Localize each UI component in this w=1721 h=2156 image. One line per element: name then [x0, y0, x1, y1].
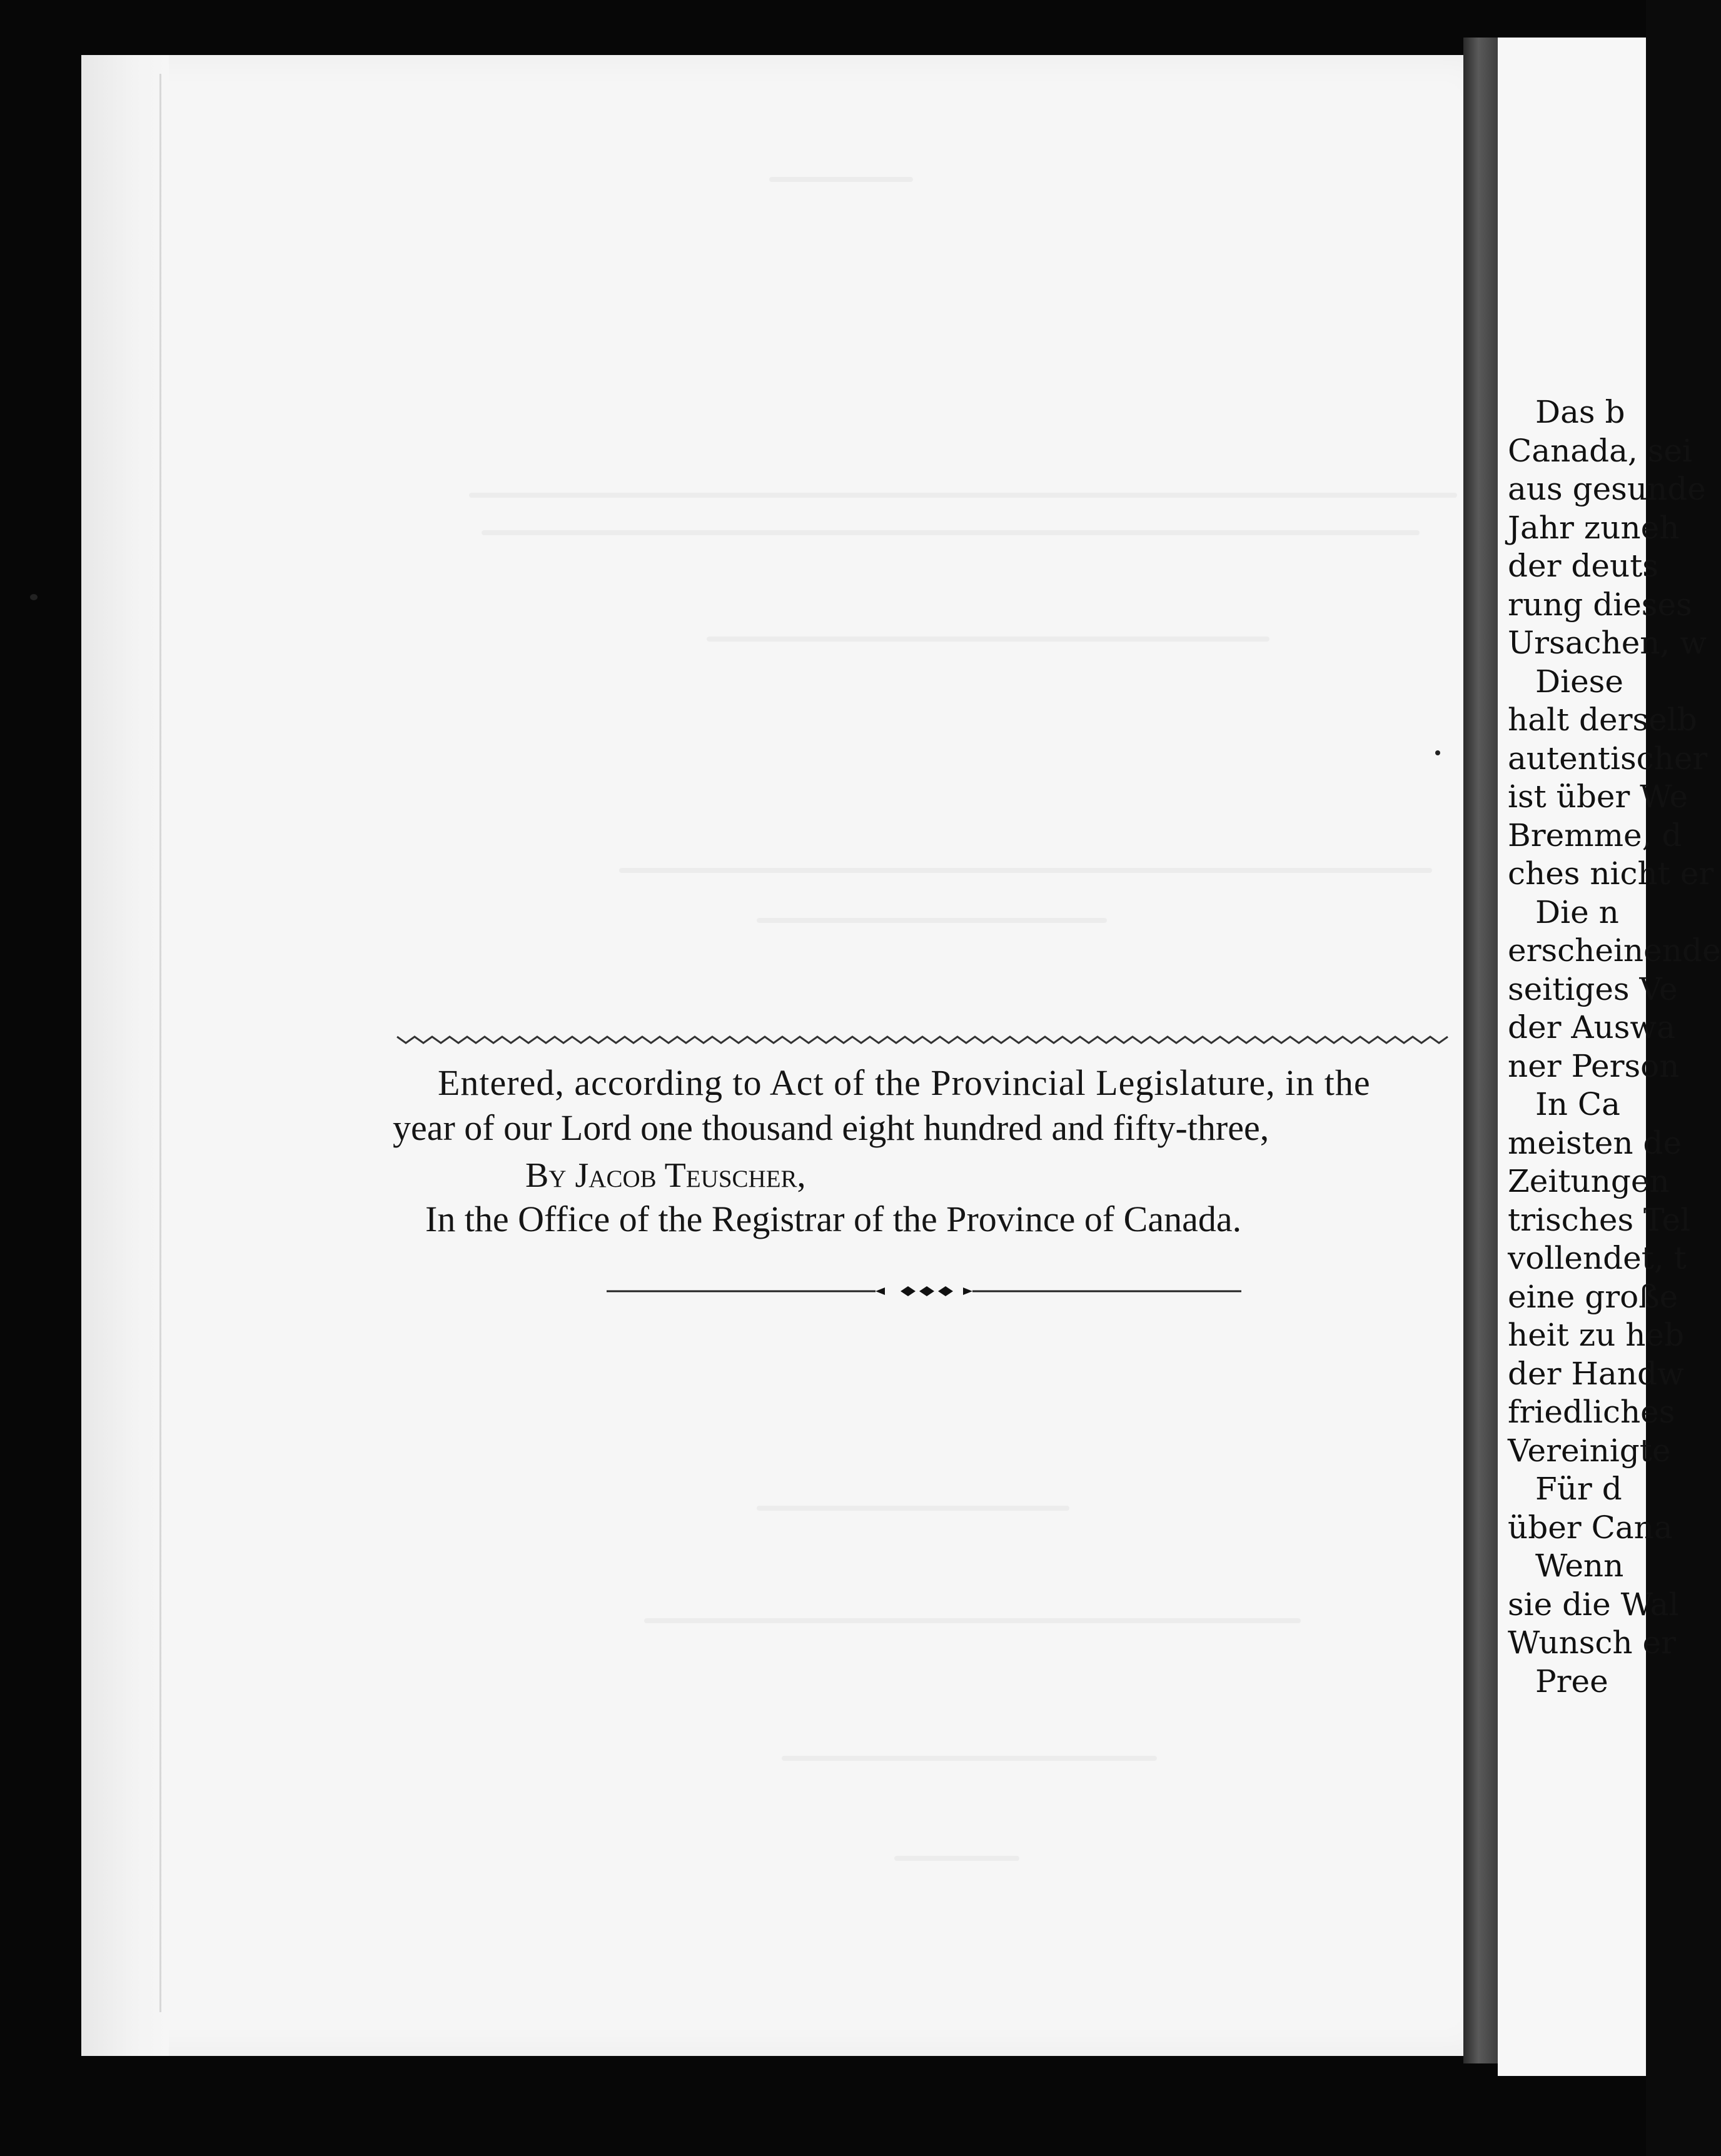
- facing-page-line: Pree: [1535, 1663, 1608, 1700]
- facing-page-line: autentischer: [1508, 740, 1708, 777]
- facing-page-line: seitiges Ve: [1508, 970, 1678, 1007]
- bleed-through-mark: [757, 918, 1107, 923]
- bleed-through-mark: [482, 530, 1420, 535]
- bleed-through-mark: [619, 868, 1432, 873]
- facing-page-line: Die n: [1535, 894, 1619, 930]
- facing-page-line: der Handw: [1508, 1355, 1684, 1392]
- copyright-author-line: By Jacob Teuscher,: [525, 1156, 806, 1195]
- facing-page-line: heit zu heb: [1508, 1317, 1685, 1353]
- copyright-line-4: In the Office of the Registrar of the Province of Canada.: [425, 1199, 1242, 1239]
- facing-page-line: Zeitungen: [1508, 1163, 1670, 1199]
- copyright-line-2: year of our Lord one thousand eight hundred and fifty-three,: [393, 1107, 1269, 1148]
- facing-page-line: sie die Wal: [1508, 1586, 1679, 1623]
- facing-page-line: ches nicht er: [1508, 855, 1714, 892]
- page-fold-line: [159, 74, 161, 2012]
- facing-page-line: rung dieses: [1508, 586, 1692, 623]
- zigzag-rule: [397, 1033, 1454, 1047]
- bleed-through-mark: [469, 493, 1457, 498]
- bleed-through-mark: [769, 177, 913, 182]
- facing-page-line: Wenn: [1535, 1548, 1624, 1584]
- facing-page-line: Das b: [1535, 394, 1625, 430]
- scan-speck: [30, 594, 38, 600]
- facing-page-line: friedliches: [1508, 1394, 1675, 1430]
- facing-page-line: ner Person: [1508, 1047, 1680, 1084]
- facing-page-line: der deuts: [1508, 548, 1658, 584]
- facing-page-line: Ursachen, w: [1508, 625, 1707, 661]
- facing-page-line: Vereinigte: [1508, 1432, 1671, 1469]
- bleed-through-mark: [707, 637, 1269, 642]
- facing-page-line: Bremme, d: [1508, 817, 1682, 854]
- facing-page-line: über Cana: [1508, 1509, 1673, 1546]
- facing-page-line: meisten de: [1508, 1124, 1682, 1161]
- facing-page-line: Für d: [1535, 1471, 1622, 1507]
- page-edge-shadow: [81, 55, 169, 2056]
- facing-page-line: In Ca: [1535, 1086, 1620, 1122]
- facing-page-line: trisches Tel: [1508, 1201, 1691, 1238]
- bleed-through-mark: [757, 1506, 1069, 1511]
- facing-page-line: Diese: [1535, 663, 1623, 700]
- facing-page-line: aus gesunde: [1508, 471, 1706, 507]
- bleed-through-mark: [644, 1618, 1301, 1623]
- copyright-line-1: Entered, according to Act of the Provincial Legislature, in the: [438, 1062, 1371, 1103]
- scan-speck: [1435, 750, 1440, 755]
- bleed-through-mark: [894, 1856, 1019, 1861]
- facing-page-line: halt derselb: [1508, 702, 1697, 738]
- left-page: [81, 55, 1470, 2056]
- facing-page-line: Canada, sei: [1508, 432, 1692, 469]
- bleed-through-mark: [782, 1756, 1157, 1761]
- facing-page-line: Jahr zuneh: [1508, 509, 1680, 546]
- facing-page-line: der Auswa: [1508, 1009, 1675, 1045]
- ornamental-rule: [607, 1282, 1241, 1301]
- facing-page-line: Wunsch er: [1508, 1625, 1677, 1661]
- facing-page-line: eine große: [1508, 1278, 1678, 1315]
- facing-page: [1498, 38, 1721, 2076]
- book-gutter: [1463, 38, 1501, 2063]
- facing-page-line: ist über We: [1508, 778, 1688, 815]
- facing-page-line: vollendet, t: [1508, 1240, 1687, 1276]
- facing-page-line: erscheinende: [1508, 932, 1721, 969]
